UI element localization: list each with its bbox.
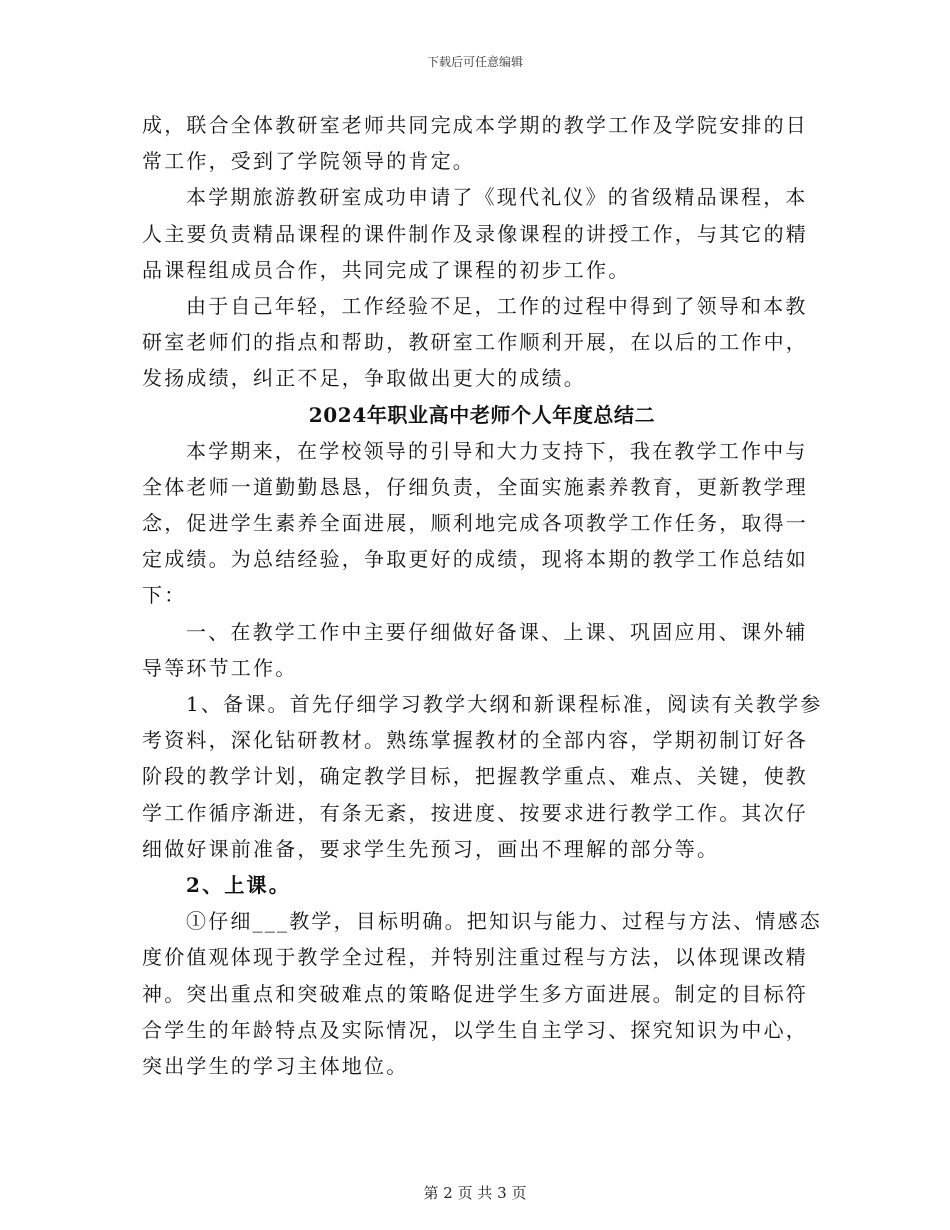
text-line: 导等环节工作。 [142,655,298,680]
section-title: 2024年职业高中老师个人年度总结二 [308,402,656,427]
paragraph-start: 由于自己年轻，工作经验不足，工作的过程中得到了领导和本教 [186,293,808,318]
text-line: 下： [142,583,187,608]
text-line: 考资料，深化钻研教材。熟练掌握教材的全部内容，学期初制订好各 [142,728,808,753]
text-line: 合学生的年龄特点及实际情况，以学生自主学习、探究知识为中心， [142,1017,808,1042]
document-body [142,107,822,1084]
text-line: 成，联合全体教研室老师共同完成本学期的教学工作及学院安排的日 [142,113,808,137]
text-line: 常工作，受到了学院领导的肯定。 [142,149,475,174]
text-line: 阶段的教学计划，确定教学目标，把握教学重点、难点、关键，使教 [142,764,808,789]
page-footer: 第 2 页 共 3 页 [423,1184,527,1202]
subheading: 2、上课。 [186,872,291,897]
text-line: 度价值观体现于教学全过程，并特别注重过程与方法，以体现课改精 [142,945,808,970]
text-line: 细做好课前准备，要求学生先预习，画出不理解的部分等。 [142,836,720,861]
text-line: 念，促进学生素养全面进展，顺利地完成各项教学工作任务，取得一 [142,511,808,536]
text-line: 学工作循序渐进，有条无紊，按进度、按要求进行教学工作。其次仔 [142,800,808,825]
text-line: 神。突出重点和突破难点的策略促进学生多方面进展。制定的目标符 [142,981,808,1006]
text-line: 突出学生的学习主体地位。 [142,1053,409,1078]
paragraph-start: 1、备课。首先仔细学习教学大纲和新课程标准，阅读有关教学参 [186,692,823,716]
text-line: 全体老师一道勤勤恳恳，仔细负责，全面实施素养教育，更新教学理 [142,474,808,499]
text-line: 发扬成绩，纠正不足，争取做出更大的成绩。 [142,366,586,391]
paragraph-start: ①仔细___教学，目标明确。把知识与能力、过程与方法、情感态 [186,909,822,934]
paragraph-start: 本学期旅游教研室成功申请了《现代礼仪》的省级精品课程，本 [186,185,808,210]
page-header: 下载后可任意编辑 [426,55,523,69]
paragraph-start: 本学期来，在学校领导的引导和大力支持下，我在教学工作中与 [186,438,808,463]
text-line: 研室老师们的指点和帮助，教研室工作顺利开展，在以后的工作中， [142,330,808,355]
paragraph-start: 一、在教学工作中主要仔细做好备课、上课、巩固应用、课外辅 [186,619,808,644]
text-line: 品课程组成员合作，共同完成了课程的初步工作。 [142,257,631,282]
text-line: 定成绩。为总结经验，争取更好的成绩，现将本期的教学工作总结如 [142,547,808,572]
text-line: 人主要负责精品课程的课件制作及录像课程的讲授工作，与其它的精 [142,221,808,246]
